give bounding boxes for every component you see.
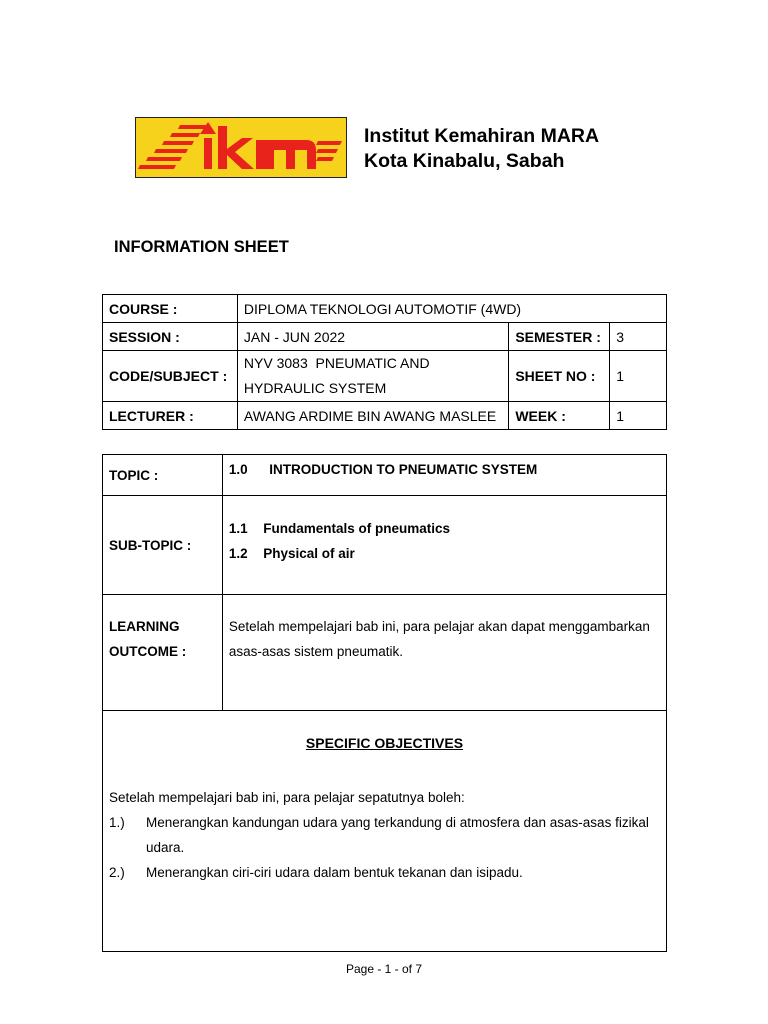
subtopic-title: Fundamentals of pneumatics <box>263 521 450 536</box>
session-row <box>103 323 667 351</box>
code-value-line2: HYDRAULIC SYSTEM <box>243 380 387 396</box>
session-label: SESSION : <box>103 323 238 351</box>
session-value: JAN - JUN 2022 <box>237 323 508 351</box>
document-title: INFORMATION SHEET <box>114 238 289 256</box>
learning-outcome-label <box>103 595 223 711</box>
code-value-line1: NYV 3083 PNEUMATIC AND <box>243 355 430 371</box>
topic-table <box>102 454 667 952</box>
objectives-intro: Setelah mempelajari bab ini, para pelajar sepatutnya boleh: <box>109 790 465 805</box>
topic-value <box>222 455 666 496</box>
learning-outcome-row <box>103 595 667 711</box>
code-row <box>103 351 667 402</box>
objectives-row <box>103 711 667 952</box>
course-label: COURSE : <box>103 295 238 323</box>
svg-text:ikm: ikm <box>136 118 138 119</box>
objective-text-line1: Menerangkan kandungan udara yang terkandung di atmosfera dan asas-asas fizikal <box>146 815 649 830</box>
subtopic-label: SUB-TOPIC : <box>103 496 223 595</box>
lecturer-value: AWANG ARDIME BIN AWANG MASLEE <box>237 402 508 430</box>
learning-outcome-text <box>222 595 666 711</box>
course-value: DIPLOMA TEKNOLOGI AUTOMOTIF (4WD) <box>237 295 666 323</box>
objective-item <box>109 860 666 885</box>
week-label: WEEK : <box>509 402 610 430</box>
code-label: CODE/SUBJECT : <box>103 351 238 402</box>
specific-objectives <box>103 711 667 952</box>
objective-item <box>109 810 666 860</box>
institute-location: Kota Kinabalu, Sabah <box>364 150 565 172</box>
sheet-value: 1 <box>610 351 667 402</box>
topic-number: 1.0 <box>228 462 248 477</box>
code-value <box>237 351 508 402</box>
lecturer-label: LECTURER : <box>103 402 238 430</box>
subtopic-title: Physical of air <box>263 546 355 561</box>
objectives-title: SPECIFIC OBJECTIVES <box>305 735 464 751</box>
learning-outcome-line1: Setelah mempelajari bab ini, para pelajar akan dapat menggambarkan <box>228 619 650 634</box>
learning-outcome-line2: asas-asas sistem pneumatik. <box>228 644 403 659</box>
subtopic-row <box>103 496 667 595</box>
week-value: 1 <box>610 402 667 430</box>
page-number: Page - 1 - of 7 <box>345 962 423 976</box>
lecturer-row <box>103 402 667 430</box>
ikm-logo <box>135 117 347 178</box>
objective-number: 2.) <box>109 865 125 880</box>
semester-label: SEMESTER : <box>509 323 610 351</box>
subtopic-number: 1.1 <box>228 521 248 536</box>
subtopic-item <box>229 516 660 541</box>
course-info-table <box>102 294 667 430</box>
ikm-logo-graphic <box>136 118 346 177</box>
objective-text-line1: Menerangkan ciri-ciri udara dalam bentuk tekanan dan isipadu. <box>146 865 523 880</box>
learning-label-line1: LEARNING <box>109 619 180 634</box>
objective-number: 1.) <box>109 815 125 830</box>
topic-title: INTRODUCTION TO PNEUMATIC SYSTEM <box>269 462 538 477</box>
objective-text-line2: udara. <box>146 840 185 855</box>
subtopic-list <box>222 496 666 595</box>
learning-label-line2: OUTCOME : <box>109 644 187 659</box>
sheet-label: SHEET NO : <box>509 351 610 402</box>
subtopic-number: 1.2 <box>228 546 248 561</box>
subtopic-item <box>229 541 660 566</box>
semester-value: 3 <box>610 323 667 351</box>
topic-label: TOPIC : <box>103 455 223 496</box>
institute-name: Institut Kemahiran MARA <box>364 125 600 147</box>
topic-row <box>103 455 667 496</box>
course-row <box>103 295 667 323</box>
